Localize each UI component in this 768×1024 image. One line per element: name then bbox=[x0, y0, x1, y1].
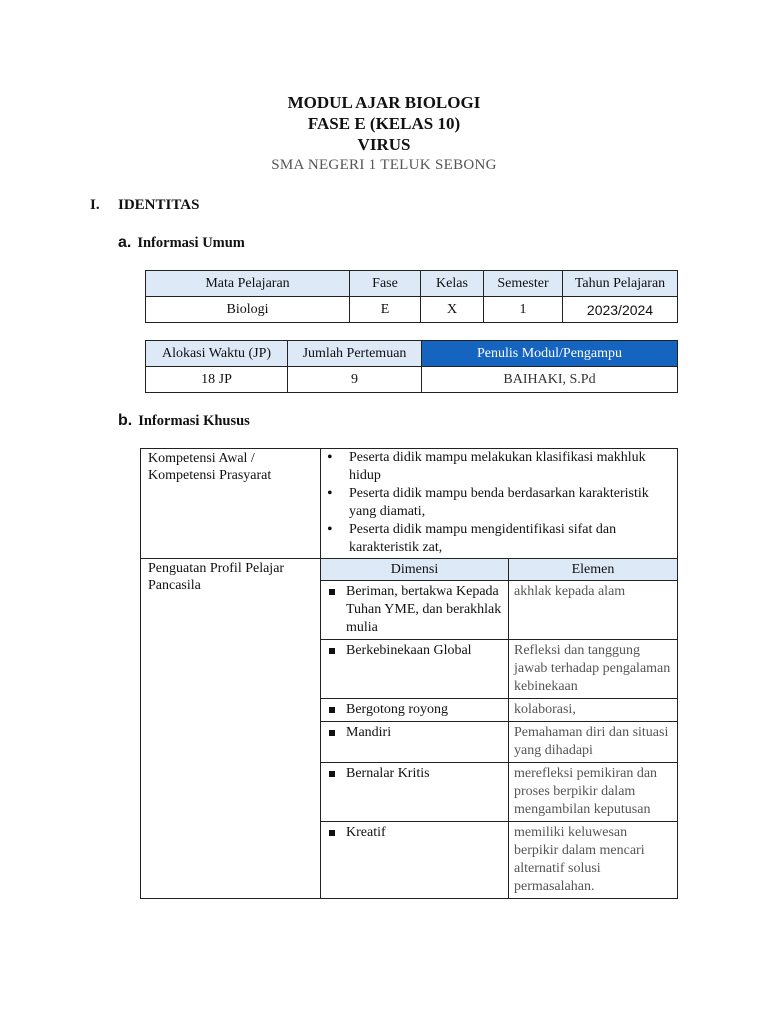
square-bullet-icon bbox=[329, 830, 335, 836]
header-jumlah-pertemuan: Jumlah Pertemuan bbox=[288, 341, 422, 367]
section-title: IDENTITAS bbox=[118, 197, 200, 213]
section-number: I. bbox=[90, 197, 100, 213]
elemen-cell: merefleksi pemikiran dan proses berpikir dalam mengambilan keputusan bbox=[509, 763, 678, 822]
subheading-informasi-umum bbox=[118, 234, 245, 252]
dimensi-text: Mandiri bbox=[346, 725, 392, 740]
list-item: • Peserta didik mampu benda berdasarkan karakteristik yang diamati, bbox=[349, 485, 677, 521]
kompetensi-content bbox=[321, 449, 678, 559]
table-row bbox=[321, 581, 677, 640]
table-header-row bbox=[146, 271, 678, 297]
title-line-1: MODUL AJAR BIOLOGI bbox=[287, 93, 481, 112]
subheading-informasi-khusus bbox=[118, 412, 250, 430]
subheading-letter: a. bbox=[118, 234, 132, 251]
elemen-cell: kolaborasi, bbox=[509, 699, 678, 722]
dimensi-cell bbox=[321, 640, 509, 699]
informasi-umum-table bbox=[145, 270, 678, 323]
dimensi-text: Kreatif bbox=[346, 825, 386, 840]
header-tahun-pelajaran: Tahun Pelajaran bbox=[563, 271, 678, 297]
table-header-row bbox=[146, 341, 678, 367]
profil-label: Penguatan Profil Pelajar Pancasila bbox=[141, 559, 321, 899]
subheading-title: Informasi Umum bbox=[137, 235, 245, 251]
table-row bbox=[321, 699, 677, 722]
profil-inner-table bbox=[321, 559, 677, 898]
table-row bbox=[146, 367, 678, 393]
square-bullet-icon bbox=[329, 730, 335, 736]
kompetensi-row bbox=[141, 449, 678, 559]
document-header bbox=[0, 92, 768, 175]
profil-row bbox=[141, 559, 678, 899]
dimensi-text: Beriman, bertakwa Kepada Tuhan YME, dan berakhlak mulia bbox=[346, 584, 502, 635]
cell-fase: E bbox=[350, 297, 421, 323]
dimensi-cell bbox=[321, 581, 509, 640]
subheading-title: Informasi Khusus bbox=[138, 413, 250, 429]
cell-alokasi-waktu: 18 JP bbox=[146, 367, 288, 393]
inner-header-row bbox=[321, 559, 677, 581]
dimensi-cell bbox=[321, 822, 509, 899]
table-row bbox=[146, 297, 678, 323]
header-semester: Semester bbox=[484, 271, 563, 297]
cell-penulis-modul: BAIHAKI, S.Pd bbox=[422, 367, 678, 393]
cell-semester: 1 bbox=[484, 297, 563, 323]
header-elemen: Elemen bbox=[509, 559, 678, 581]
header-kelas: Kelas bbox=[421, 271, 484, 297]
header-alokasi-waktu: Alokasi Waktu (JP) bbox=[146, 341, 288, 367]
square-bullet-icon bbox=[329, 589, 335, 595]
list-item: • Peserta didik mampu melakukan klasifikasi makhluk hidup bbox=[349, 449, 677, 485]
elemen-cell: akhlak kepada alam bbox=[509, 581, 678, 640]
table-row bbox=[321, 822, 677, 899]
title-line-2: FASE E (KELAS 10) bbox=[307, 114, 461, 133]
dimensi-text: Berkebinekaan Global bbox=[346, 643, 472, 658]
header-mata-pelajaran: Mata Pelajaran bbox=[146, 271, 350, 297]
informasi-khusus-table bbox=[140, 448, 678, 899]
header-penulis-modul: Penulis Modul/Pengampu bbox=[422, 341, 678, 367]
section-heading-identitas bbox=[90, 197, 199, 214]
dimensi-cell bbox=[321, 722, 509, 763]
cell-mata-pelajaran: Biologi bbox=[146, 297, 350, 323]
list-item: • Peserta didik mampu mengidentifikasi sifat dan karakteristik zat, bbox=[349, 521, 677, 557]
kompetensi-label: Kompetensi Awal / Kompetensi Prasyarat bbox=[141, 449, 321, 559]
elemen-cell: Refleksi dan tanggung jawab terhadap pengalaman kebinekaan bbox=[509, 640, 678, 699]
table-row bbox=[321, 763, 677, 822]
cell-tahun-pelajaran: 2023/2024 bbox=[563, 297, 678, 323]
table-row bbox=[321, 640, 677, 699]
dimensi-cell bbox=[321, 699, 509, 722]
subheading-letter: b. bbox=[118, 412, 133, 429]
elemen-cell: Pemahaman diri dan situasi yang dihadapi bbox=[509, 722, 678, 763]
dimensi-text: Bernalar Kritis bbox=[346, 766, 430, 781]
cell-kelas: X bbox=[421, 297, 484, 323]
square-bullet-icon bbox=[329, 707, 335, 713]
dimensi-text: Bergotong royong bbox=[346, 702, 449, 717]
table-row bbox=[321, 722, 677, 763]
dimensi-cell bbox=[321, 763, 509, 822]
header-dimensi: Dimensi bbox=[321, 559, 509, 581]
cell-jumlah-pertemuan: 9 bbox=[288, 367, 422, 393]
profil-content bbox=[321, 559, 678, 899]
kompetensi-list bbox=[321, 449, 677, 558]
school-name: SMA NEGERI 1 TELUK SEBONG bbox=[271, 157, 497, 173]
square-bullet-icon bbox=[329, 648, 335, 654]
title-line-3: VIRUS bbox=[357, 135, 411, 154]
square-bullet-icon bbox=[329, 771, 335, 777]
header-fase: Fase bbox=[350, 271, 421, 297]
alokasi-table bbox=[145, 340, 678, 393]
elemen-cell: memiliki keluwesan berpikir dalam mencari alternatif solusi permasalahan. bbox=[509, 822, 678, 899]
